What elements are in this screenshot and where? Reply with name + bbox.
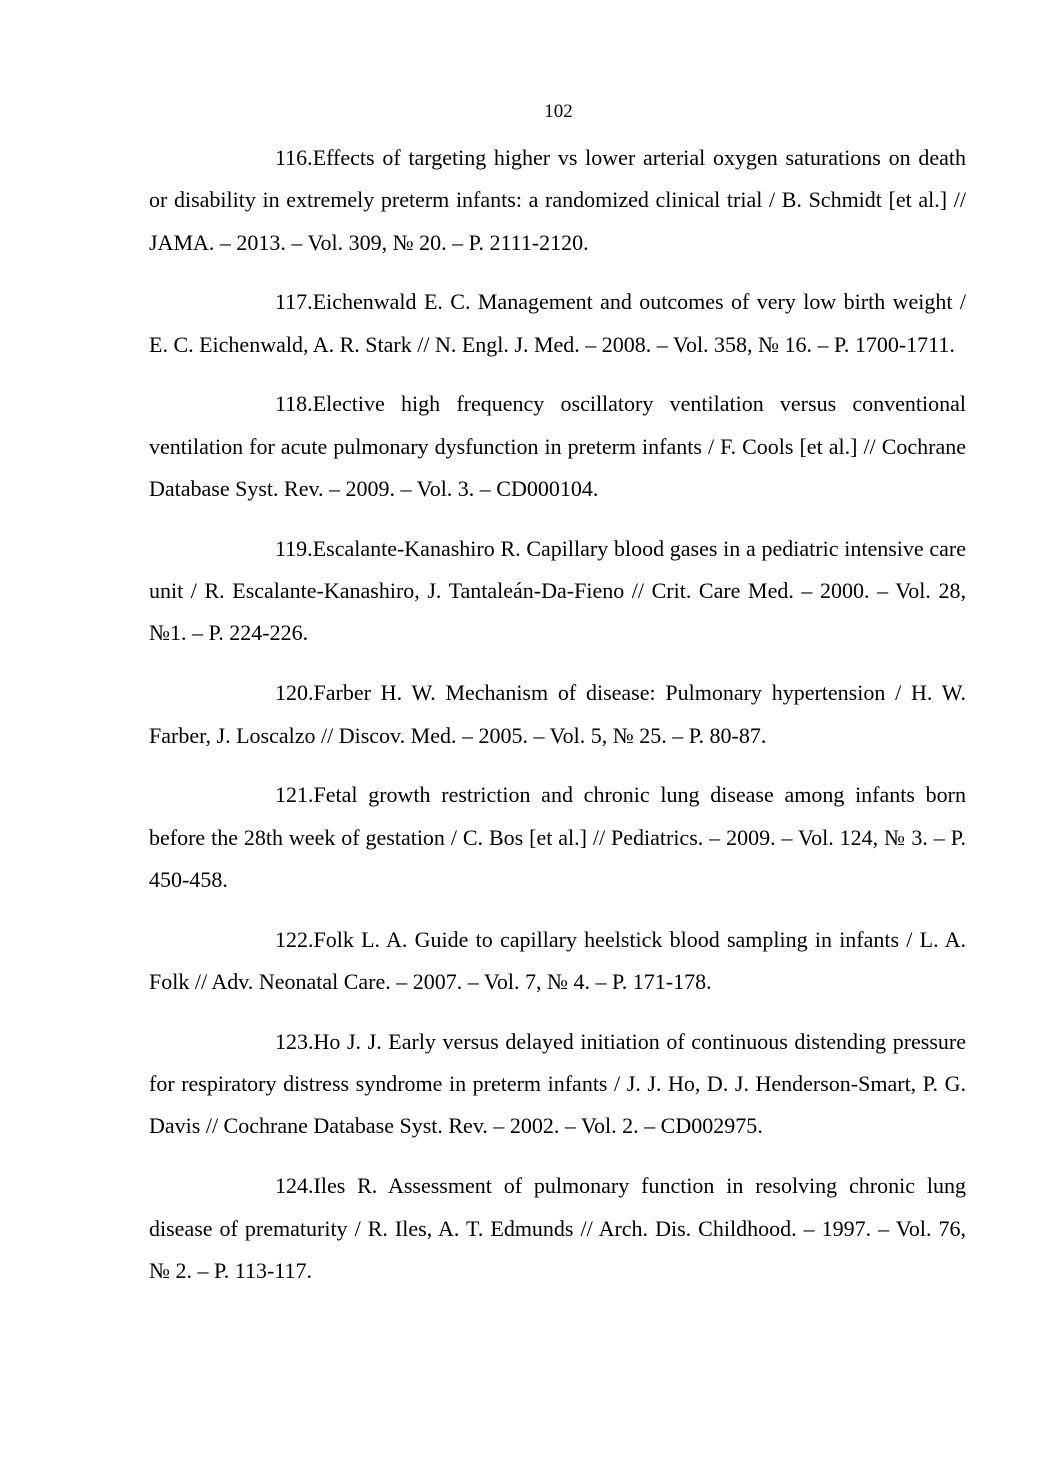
reference-number: 122. — [275, 926, 314, 952]
reference-number: 123. — [275, 1028, 314, 1054]
reference-number: 121. — [275, 782, 314, 808]
reference-item — [149, 528, 966, 655]
reference-text: Fetal growth restriction and chronic lung disease among infants born before the 28th week of gestation / C. Bos [et al.] // Pediatrics. – 2009. – Vol. 124, № 3. – P. 450-458. — [149, 782, 966, 892]
reference-item — [149, 1165, 966, 1292]
reference-number: 118. — [275, 391, 313, 417]
reference-item — [149, 672, 966, 757]
reference-text: Elective high frequency oscillatory ventilation versus conventional ventilation for acute pulmonary dysfunction in preterm infants / F. Cools [et al.] // Cochrane Database Syst. Rev. – 2009. – Vol. 3. – CD000104. — [149, 391, 966, 502]
page-number: 102 — [544, 101, 573, 122]
reference-item — [149, 281, 966, 366]
reference-item — [149, 137, 966, 264]
reference-text: Escalante-Kanashiro R. Capillary blood gases in a pediatric intensive care unit / R. Escalante-Kanashiro, J. Tantaleán-Da-Fieno // Crit. Care Med. – 2000. – Vol. 28, №1. – P. 224-226. — [149, 535, 966, 646]
reference-text: Effects of targeting higher vs lower arterial oxygen saturations on death or disability in extremely preterm infants: a randomized clinical trial / B. Schmidt [et al.] // JAMA. – 2013. – Vol. 309, № 20. – P. 2111-2120. — [149, 145, 966, 255]
reference-number: 120. — [275, 680, 314, 706]
reference-text: Eichenwald E. C. Management and outcomes of very low birth weight / E. C. Eichenwald, A. R. Stark // N. Engl. J. Med. – 2008. – Vol. 358, № 16. – P. 1700-1711. — [149, 289, 966, 357]
reference-item — [149, 1021, 966, 1148]
reference-text: Farber H. W. Mechanism of disease: Pulmonary hypertension / H. W. Farber, J. Loscalzo // Discov. Med. – 2005. – Vol. 5, № 25. – P. 80-87. — [149, 680, 966, 748]
reference-number: 116. — [275, 145, 313, 170]
reference-item — [149, 919, 966, 1004]
reference-text: Iles R. Assessment of pulmonary function in resolving chronic lung disease of prematurity / R. Iles, A. T. Edmunds // Arch. Dis. Childhood. – 1997. – Vol. 76, № 2. – P. 113-117. — [149, 1173, 966, 1283]
reference-item — [149, 383, 966, 510]
reference-number: 119. — [275, 535, 313, 561]
reference-number: 124. — [275, 1173, 314, 1199]
reference-text: Ho J. J. Early versus delayed initiation of continuous distending pressure for respiratory distress syndrome in preterm infants / J. J. Ho, D. J. Henderson-Smart, P. G. Davis // Cochrane Database Syst. Rev. – 2002. – Vol. 2. – CD002975. — [149, 1028, 966, 1139]
reference-list — [149, 137, 966, 1310]
reference-item — [149, 774, 966, 901]
reference-text: Folk L. A. Guide to capillary heelstick blood sampling in infants / L. A. Folk // Adv. Neonatal Care. – 2007. – Vol. 7, № 4. – P. 171-178. — [149, 926, 966, 995]
reference-number: 117. — [275, 289, 313, 315]
